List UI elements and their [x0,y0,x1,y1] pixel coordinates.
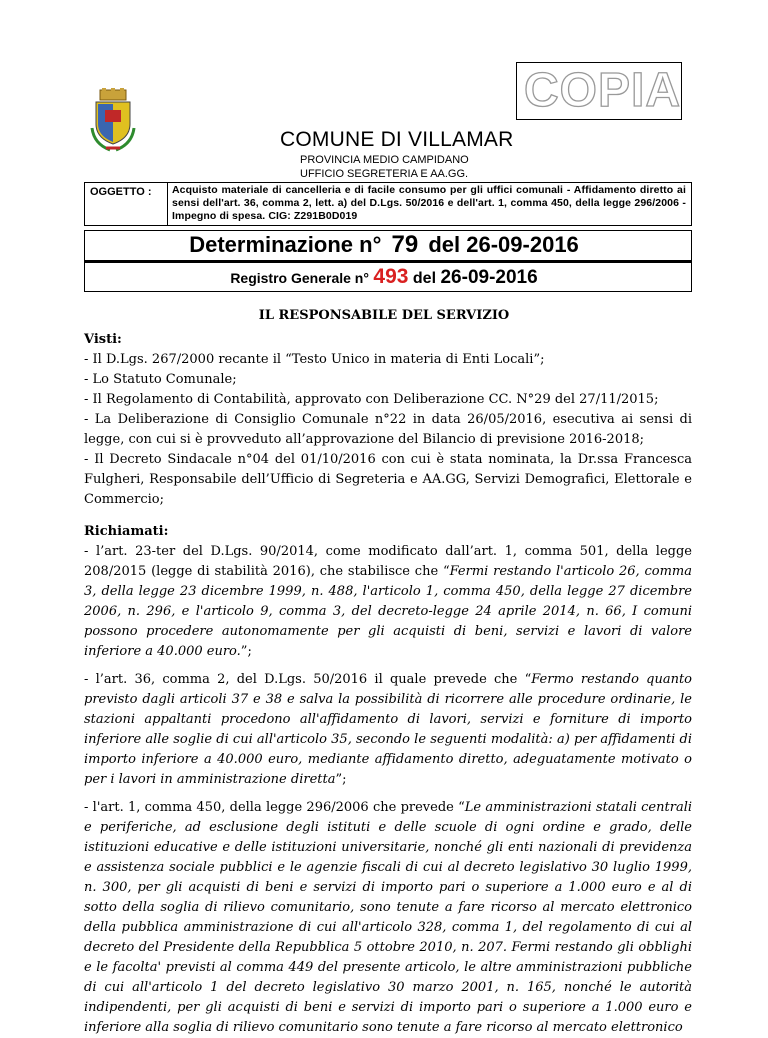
determinazione-heading [0,231,768,259]
determinazione-date: 26-09-2016 [466,232,579,257]
richiamati-paragraph-3: - l'art. 1, comma 450, della legge 296/2006 che prevede “Le amministrazioni statali centrali e periferiche, ad esclusione degli istituti e delle scuole di ogni ordine e grado, delle istituzioni educative e delle istituzioni universitarie, nonché gli enti nazionali di previdenza e assistenza sociale pubblici e le agenzie fiscali di cui al decreto legislativo 30 luglio 1999, n. 300, per gli acquisti di beni e servizi di importo pari o superiore a 1.000 euro e al di sotto della soglia di rilievo comunitario, sono tenute a fare ricorso al mercato elettronico della pubblica amministrazione di cui all'articolo 328, comma 1, del regolamento di cui al decreto del Presidente della Repubblica 5 ottobre 2010, n. 207. Fermi restando gli obblighi e le facolta' previsti al comma 449 del presente articolo, le altre amministrazioni pubbliche di cui all'articolo 1 del decreto legislativo 30 marzo 2001, n. 165, nonché le autorità indipendenti, per gli acquisti di beni e servizi di importo pari o superiore a 1.000 euro e inferiore alla soglia di rilievo comunitario sono tenute a fare ricorso al mercato elettronico [84,800,693,1035]
oggetto-divider [167,182,168,226]
visti-item: - Il Decreto Sindacale n°04 del 01/10/2016 con cui è stata nominata, la Dr.ssa Francesca Fulgheri, Responsabile dell’Ufficio di Segreteria e AA.GG, Servizi Demografici, Elettorale e Commercio; [84,452,692,507]
oggetto-text: Acquisto materiale di cancelleria e di facile consumo per gli uffici comunali - Affidamento diretto ai sensi dell'art. 36, comma 2, lett. a) del D.Lgs. 50/2016 e dell'art. 1, comma 450, della legge 296/2006 - Impegno di spesa. CIG: Z291B0D019 [172,184,686,222]
visti-item: - Il D.Lgs. 267/2000 recante il “Testo Unico in materia di Enti Locali”; [84,352,545,367]
visti-heading: Visti: [84,332,122,347]
ufficio-text: UFFICIO SEGRETERIA E AA.GG. [300,168,469,180]
provincia-subtitle [300,153,469,181]
copia-stamp: COPIA [524,64,682,117]
document-body [84,330,692,1038]
registro-del: del [412,270,437,287]
visti-item: - Lo Statuto Comunale; [84,372,237,387]
visti-item: - La Deliberazione di Consiglio Comunale n°22 in data 26/05/2016, esecutiva ai sensi di legge, con cui si è provveduto all’approvazione del Bilancio di previsione 2016-2018; [84,412,692,447]
richiamati-paragraph-2: - l’art. 36, comma 2, del D.Lgs. 50/2016 il quale prevede che “Fermo restando quanto previsto dagli articoli 37 e 38 e salva la possibilità di ricorrere alle procedure ordinarie, le stazioni appaltanti procedono all'affidamento di lavori, servizi e forniture di importo inferiore alle soglie di cui all'articolo 35, secondo le seguenti modalità: a) per affidamenti di importo inferiore a 40.000 euro, mediante affidamento diretto, adeguatamente motivato o per i lavori in amministrazione diretta”; [84,672,692,787]
registro-date: 26-09-2016 [440,267,538,288]
determinazione-number: 79 [391,231,419,258]
determinazione-del: del [428,232,461,257]
provincia-text: PROVINCIA MEDIO CAMPIDANO [300,154,469,166]
registro-number: 493 [373,265,409,288]
determinazione-label: Determinazione n° [189,232,382,257]
registro-label: Registro Generale n° [230,270,369,286]
municipal-crest-icon [88,88,138,154]
comune-title: COMUNE DI VILLAMAR [280,128,514,151]
visti-item: - Il Regolamento di Contabilità, approvato con Deliberazione CC. N°29 del 27/11/2015; [84,392,659,407]
registro-heading [0,264,768,292]
richiamati-paragraph-1: - l’art. 23-ter del D.Lgs. 90/2014, come modificato dall’art. 1, comma 501, della legge 208/2015 (legge di stabilità 2016), che stabilisce che “Fermi restando l'articolo 26, comma 3, della legge 23 dicembre 1999, n. 488, l'articolo 1, comma 450, della legge 27 dicembre 2006, n. 296, e l'articolo 9, comma 3, del decreto-legge 24 aprile 2014, n. 66, I comuni possono procedere autonomamente per gli acquisti di beni, servizi e lavori di valore inferiore a 40.000 euro.”; [84,544,692,659]
oggetto-label: OGGETTO : [90,186,152,198]
responsabile-heading: IL RESPONSABILE DEL SERVIZIO [258,308,510,323]
richiamati-heading: Richiamati: [84,524,169,539]
